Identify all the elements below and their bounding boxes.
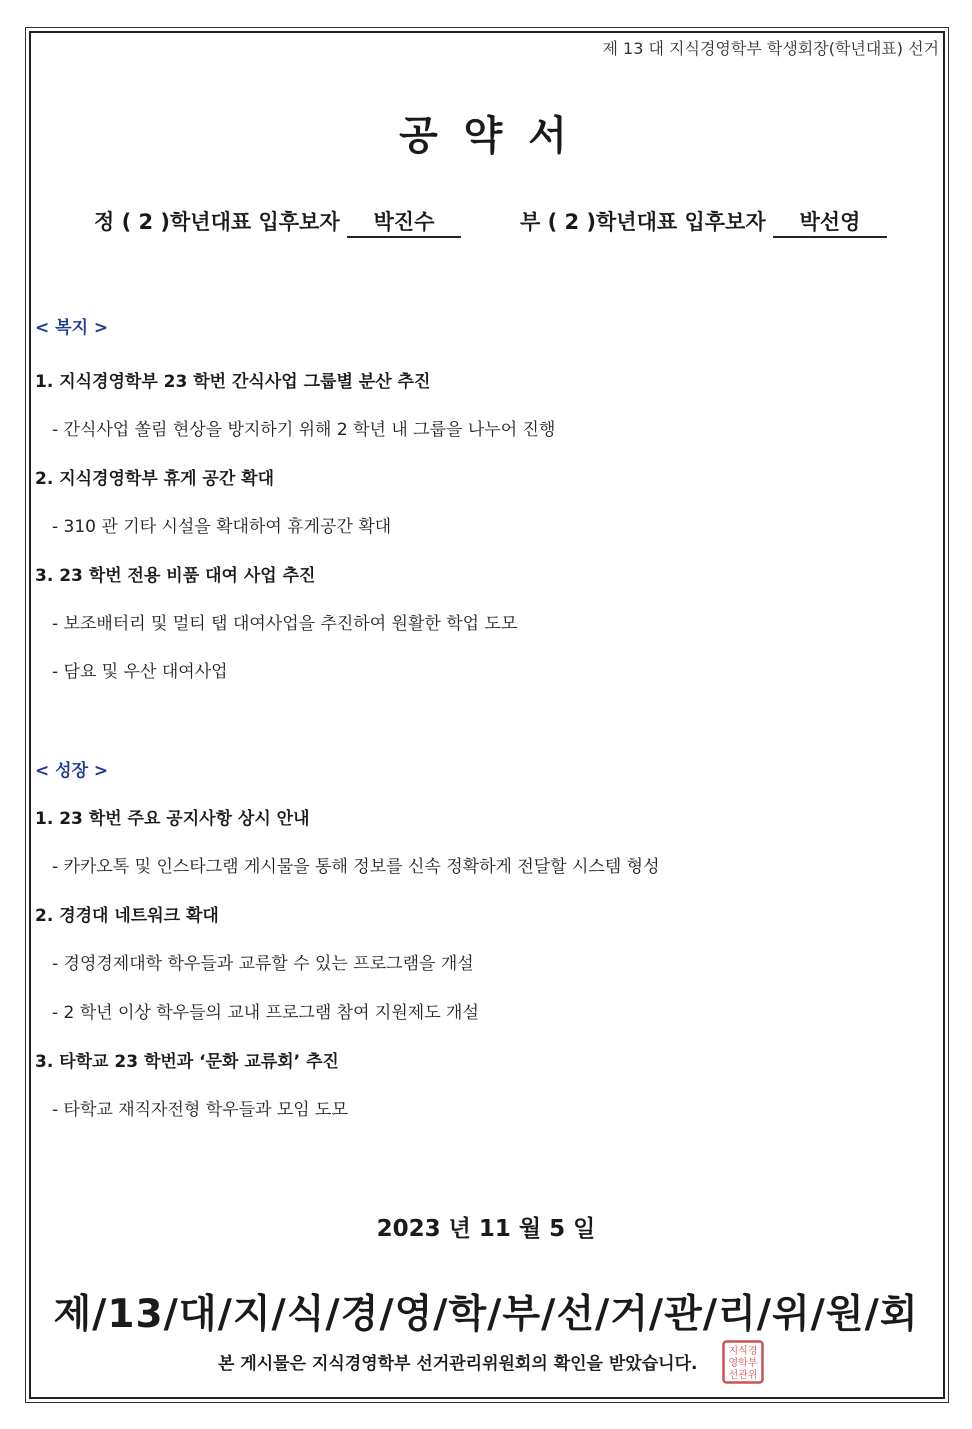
confirmation-notice: 본 게시물은 지식경영학부 선거관리위원회의 확인을 받았습니다. <box>218 1354 698 1374</box>
vice-candidate <box>520 206 887 238</box>
section-title-growth: < 성장 > <box>35 761 109 781</box>
pledge-detail: - 타학교 재직자전형 학우들과 모임 도모 <box>52 1100 348 1120</box>
pledge-detail: - 보조배터리 및 멀티 탭 대여사업을 추진하여 원활한 학업 도모 <box>52 614 518 634</box>
election-header: 제 13 대 지식경영학부 학생회장(학년대표) 선거 <box>602 39 939 58</box>
pledge-detail: - 카카오톡 및 인스타그램 게시물을 통해 정보를 신속 정확하게 전달할 시스템 형성 <box>52 857 660 877</box>
main-candidate-label: 정 ( 2 )학년대표 입후보자 <box>94 210 340 234</box>
pledge-title: 2. 지식경영학부 휴게 공간 확대 <box>35 469 275 489</box>
committee-seal-stamp <box>722 1340 764 1384</box>
document-date: 2023 년 11 월 5 일 <box>376 1216 596 1242</box>
pledge-detail: - 간식사업 쏠림 현상을 방지하기 위해 2 학년 내 그룹을 나누어 진행 <box>52 420 556 440</box>
pledge-title: 3. 타학교 23 학번과 ‘문화 교류회’ 추진 <box>35 1052 339 1072</box>
pledge-detail: - 담요 및 우산 대여사업 <box>52 662 228 682</box>
svg-text:선관위: 선관위 <box>728 1370 758 1381</box>
pledge-title: 3. 23 학번 전용 비품 대여 사업 추진 <box>35 566 316 586</box>
pledge-title: 1. 23 학번 주요 공지사항 상시 안내 <box>35 809 310 829</box>
pledge-title: 1. 지식경영학부 23 학번 간식사업 그룹별 분산 추진 <box>35 372 431 392</box>
document-title: 공 약 서 <box>399 113 573 159</box>
pledge-detail: - 310 관 기타 시설을 확대하여 휴게공간 확대 <box>52 517 392 537</box>
vice-candidate-label: 부 ( 2 )학년대표 입후보자 <box>520 210 766 234</box>
pledge-detail: - 2 학년 이상 학우들의 교내 프로그램 참여 지원제도 개설 <box>52 1003 479 1023</box>
section-title-welfare: < 복지 > <box>35 318 109 338</box>
committee-name: 제/13/대/지/식/경/영/학/부/선/거/관/리/위/원/회 <box>53 1292 919 1337</box>
main-candidate <box>94 206 461 238</box>
pledge-detail: - 경영경제대학 학우들과 교류할 수 있는 프로그램을 개설 <box>52 954 474 974</box>
pledge-title: 2. 경경대 네트워크 확대 <box>35 906 219 926</box>
vice-candidate-name: 박선영 <box>773 206 887 238</box>
svg-text:지식경: 지식경 <box>728 1346 758 1357</box>
main-candidate-name: 박진수 <box>347 206 461 238</box>
svg-text:영학부: 영학부 <box>728 1358 758 1369</box>
